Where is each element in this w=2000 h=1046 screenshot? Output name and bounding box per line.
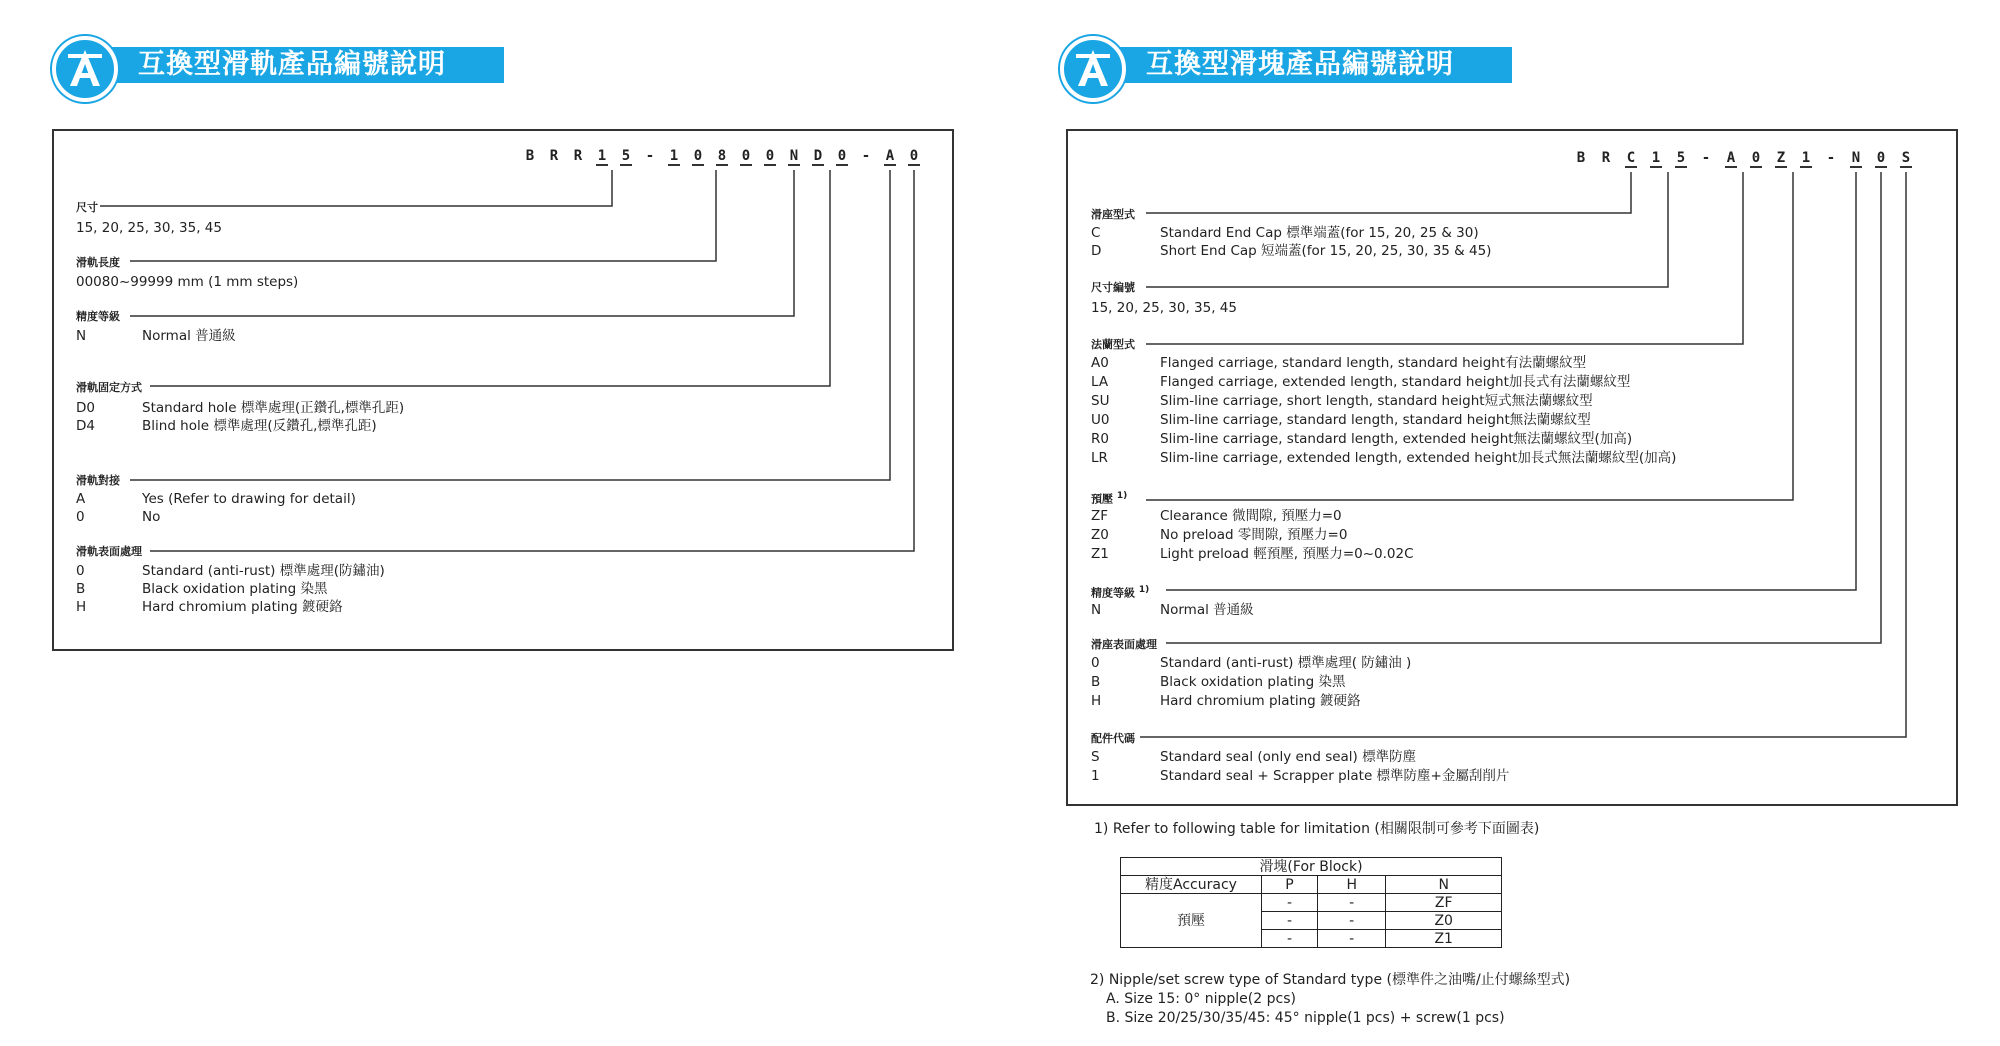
option-code: SU — [1091, 393, 1110, 409]
rail-mounting-heading: 滑軌固定方式 — [76, 381, 142, 394]
code-char: R — [1601, 150, 1611, 166]
table-caption: 滑塊(For Block) — [1121, 858, 1502, 876]
block-surface-heading: 滑座表面處理 — [1091, 638, 1157, 651]
leader-line — [1166, 172, 1881, 643]
code-char: 0 — [741, 148, 751, 164]
table-cell: - — [1262, 894, 1318, 912]
left-title: 互換型滑軌產品編號說明 — [138, 49, 446, 80]
leader-line — [150, 170, 914, 551]
option-code: A — [76, 491, 86, 507]
rail-length-heading: 滑軌長度 — [76, 256, 120, 269]
option-desc: Yes (Refer to drawing for detail) — [142, 491, 356, 507]
rail-surface-heading: 滑軌表面處理 — [76, 545, 142, 558]
table-cell: - — [1262, 930, 1318, 948]
code-char: 8 — [717, 148, 727, 164]
option-desc: Black oxidation plating 染黑 — [142, 581, 328, 597]
right-title: 互換型滑塊產品編號說明 — [1146, 49, 1454, 80]
footnote-2a: A. Size 15: 0° nipple(2 pcs) — [1106, 991, 1296, 1007]
code-char: R — [573, 148, 583, 164]
option-code: Z1 — [1091, 546, 1109, 562]
code-char: C — [1626, 150, 1636, 166]
table-cell: Z1 — [1386, 930, 1502, 948]
option-code: 0 — [1091, 655, 1100, 671]
option-code: H — [76, 599, 87, 615]
leader-line — [1146, 172, 1743, 344]
code-char: 1 — [669, 148, 679, 164]
option-code: R0 — [1091, 431, 1109, 447]
block-type-heading: 滑座型式 — [1091, 208, 1135, 221]
footnote-2: 2) Nipple/set screw type of Standard type (標準件之油嘴/止付螺絲型式) — [1090, 972, 1571, 988]
option-code: B — [1091, 674, 1101, 690]
code-char: A — [1726, 150, 1736, 166]
code-char: - — [861, 148, 871, 164]
code-char: 0 — [765, 148, 775, 164]
code-char: - — [1701, 150, 1711, 166]
option-desc: Slim-line carriage, extended length, extended height加長式無法蘭螺紋型(加高) — [1160, 450, 1677, 466]
option-desc: Slim-line carriage, short length, standard height短式無法蘭螺紋型 — [1160, 393, 1593, 409]
code-char: 0 — [1751, 150, 1761, 166]
option-desc: Standard (anti-rust) 標準處理(防鏽油) — [142, 563, 385, 579]
code-char: 0 — [837, 148, 847, 164]
option-code: A0 — [1091, 355, 1109, 371]
option-code: N — [76, 328, 87, 344]
option-code: U0 — [1091, 412, 1110, 428]
table-cell: - — [1318, 894, 1386, 912]
limitation-table — [1120, 857, 1502, 948]
code-char: B — [1576, 150, 1586, 166]
code-char: 1 — [1651, 150, 1661, 166]
code-char: B — [525, 148, 535, 164]
option-code: B — [76, 581, 86, 597]
option-desc: Normal 普通級 — [1160, 602, 1254, 618]
table-cell: - — [1318, 912, 1386, 930]
code-char: 0 — [909, 148, 919, 164]
rail-length-values: 00080~99999 mm (1 mm steps) — [76, 274, 299, 290]
rail-size-values: 15, 20, 25, 30, 35, 45 — [76, 220, 222, 236]
code-char: 5 — [621, 148, 631, 164]
accessory-heading: 配件代碼 — [1091, 732, 1135, 745]
footnote-mark: 1) — [1116, 491, 1128, 501]
code-char: N — [1851, 150, 1861, 166]
option-desc: Black oxidation plating 染黑 — [1160, 674, 1346, 690]
option-desc: Light preload 輕預壓, 預壓力=0~0.02C — [1160, 546, 1414, 562]
leader-line — [1146, 172, 1631, 213]
option-code: 0 — [76, 509, 85, 525]
leader-line — [1166, 172, 1856, 590]
leader-line — [1146, 172, 1668, 287]
option-desc: Normal 普通級 — [142, 328, 236, 344]
code-char: N — [789, 148, 799, 164]
code-char: D — [813, 148, 823, 164]
preload-label: 預壓 — [1091, 492, 1113, 506]
table-col-header: N — [1386, 876, 1502, 894]
code-char: 0 — [693, 148, 703, 164]
code-char: 1 — [1801, 150, 1811, 166]
option-code: N — [1091, 602, 1102, 618]
option-desc: Slim-line carriage, standard length, standard height無法蘭螺紋型 — [1160, 412, 1591, 428]
leader-line — [100, 170, 612, 206]
option-desc: Standard seal + Scrapper plate 標準防塵+金屬刮削片 — [1160, 768, 1510, 784]
code-char: 5 — [1676, 150, 1686, 166]
code-char: A — [885, 148, 895, 164]
option-code: S — [1091, 749, 1100, 765]
table-preload-label: 預壓 — [1121, 894, 1262, 948]
footnote-2b: B. Size 20/25/30/35/45: 45° nipple(1 pcs) + screw(1 pcs) — [1106, 1010, 1505, 1026]
option-code: 1 — [1091, 768, 1100, 784]
table-accuracy-label: 精度Accuracy — [1121, 876, 1262, 894]
option-desc: Hard chromium plating 鍍硬鉻 — [1160, 693, 1361, 709]
block-size-values: 15, 20, 25, 30, 35, 45 — [1091, 300, 1237, 316]
option-code: D4 — [76, 418, 95, 434]
rail-joint-heading: 滑軌對接 — [76, 474, 120, 487]
code-char: 0 — [1876, 150, 1886, 166]
leader-line — [150, 170, 830, 386]
table-cell: ZF — [1386, 894, 1502, 912]
option-desc: Clearance 微間隙, 預壓力=0 — [1160, 508, 1342, 524]
footnote-mark: 1) — [1138, 585, 1150, 595]
rail-accuracy-heading: 精度等級 — [76, 310, 120, 323]
option-desc: Standard End Cap 標準端蓋(for 15, 20, 25 & 30) — [1160, 225, 1479, 241]
table-cell: Z0 — [1386, 912, 1502, 930]
leader-line — [130, 170, 716, 261]
option-desc: Slim-line carriage, standard length, extended height無法蘭螺紋型(加高) — [1160, 431, 1633, 447]
footnote-1: 1) Refer to following table for limitation (相關限制可參考下面圖表) — [1094, 821, 1540, 837]
option-code: 0 — [76, 563, 85, 579]
option-code: H — [1091, 693, 1102, 709]
option-code: LA — [1091, 374, 1109, 390]
code-char: R — [549, 148, 559, 164]
code-char: 1 — [597, 148, 607, 164]
option-desc: Short End Cap 短端蓋(for 15, 20, 25, 30, 35 & 45) — [1160, 243, 1492, 259]
option-desc: Standard seal (only end seal) 標準防塵 — [1160, 749, 1417, 765]
option-desc: Hard chromium plating 鍍硬鉻 — [142, 599, 343, 615]
leader-line — [130, 170, 890, 480]
code-char: - — [645, 148, 655, 164]
table-cell: - — [1262, 912, 1318, 930]
table-col-header: H — [1318, 876, 1386, 894]
rail-size-heading: 尺寸 — [76, 201, 98, 214]
leader-line — [1146, 172, 1793, 500]
option-desc: No preload 零間隙, 預壓力=0 — [1160, 527, 1348, 543]
leader-line — [1140, 172, 1906, 737]
option-code: ZF — [1091, 508, 1109, 524]
option-desc: Flanged carriage, standard length, standard height有法蘭螺紋型 — [1160, 355, 1587, 371]
code-char: S — [1901, 150, 1911, 166]
flange-type-heading: 法蘭型式 — [1091, 338, 1135, 351]
block-size-heading: 尺寸編號 — [1091, 281, 1135, 294]
option-desc: Flanged carriage, extended length, standard height加長式有法蘭螺紋型 — [1160, 374, 1631, 390]
code-char: Z — [1776, 150, 1786, 166]
option-desc: Blind hole 標準處理(反鑽孔,標準孔距) — [142, 418, 377, 434]
code-char: - — [1826, 150, 1836, 166]
option-code: D — [1091, 243, 1102, 259]
option-code: LR — [1091, 450, 1108, 466]
option-code: Z0 — [1091, 527, 1109, 543]
table-cell: - — [1318, 930, 1386, 948]
option-code: D0 — [76, 400, 95, 416]
option-desc: Standard hole 標準處理(正鑽孔,標準孔距) — [142, 400, 405, 416]
leader-line — [130, 170, 794, 316]
accuracy-label: 精度等級 — [1091, 586, 1135, 600]
option-desc: Standard (anti-rust) 標準處理( 防鏽油 ) — [1160, 655, 1412, 671]
option-code: C — [1091, 225, 1101, 241]
option-desc: No — [142, 509, 161, 525]
table-col-header: P — [1262, 876, 1318, 894]
